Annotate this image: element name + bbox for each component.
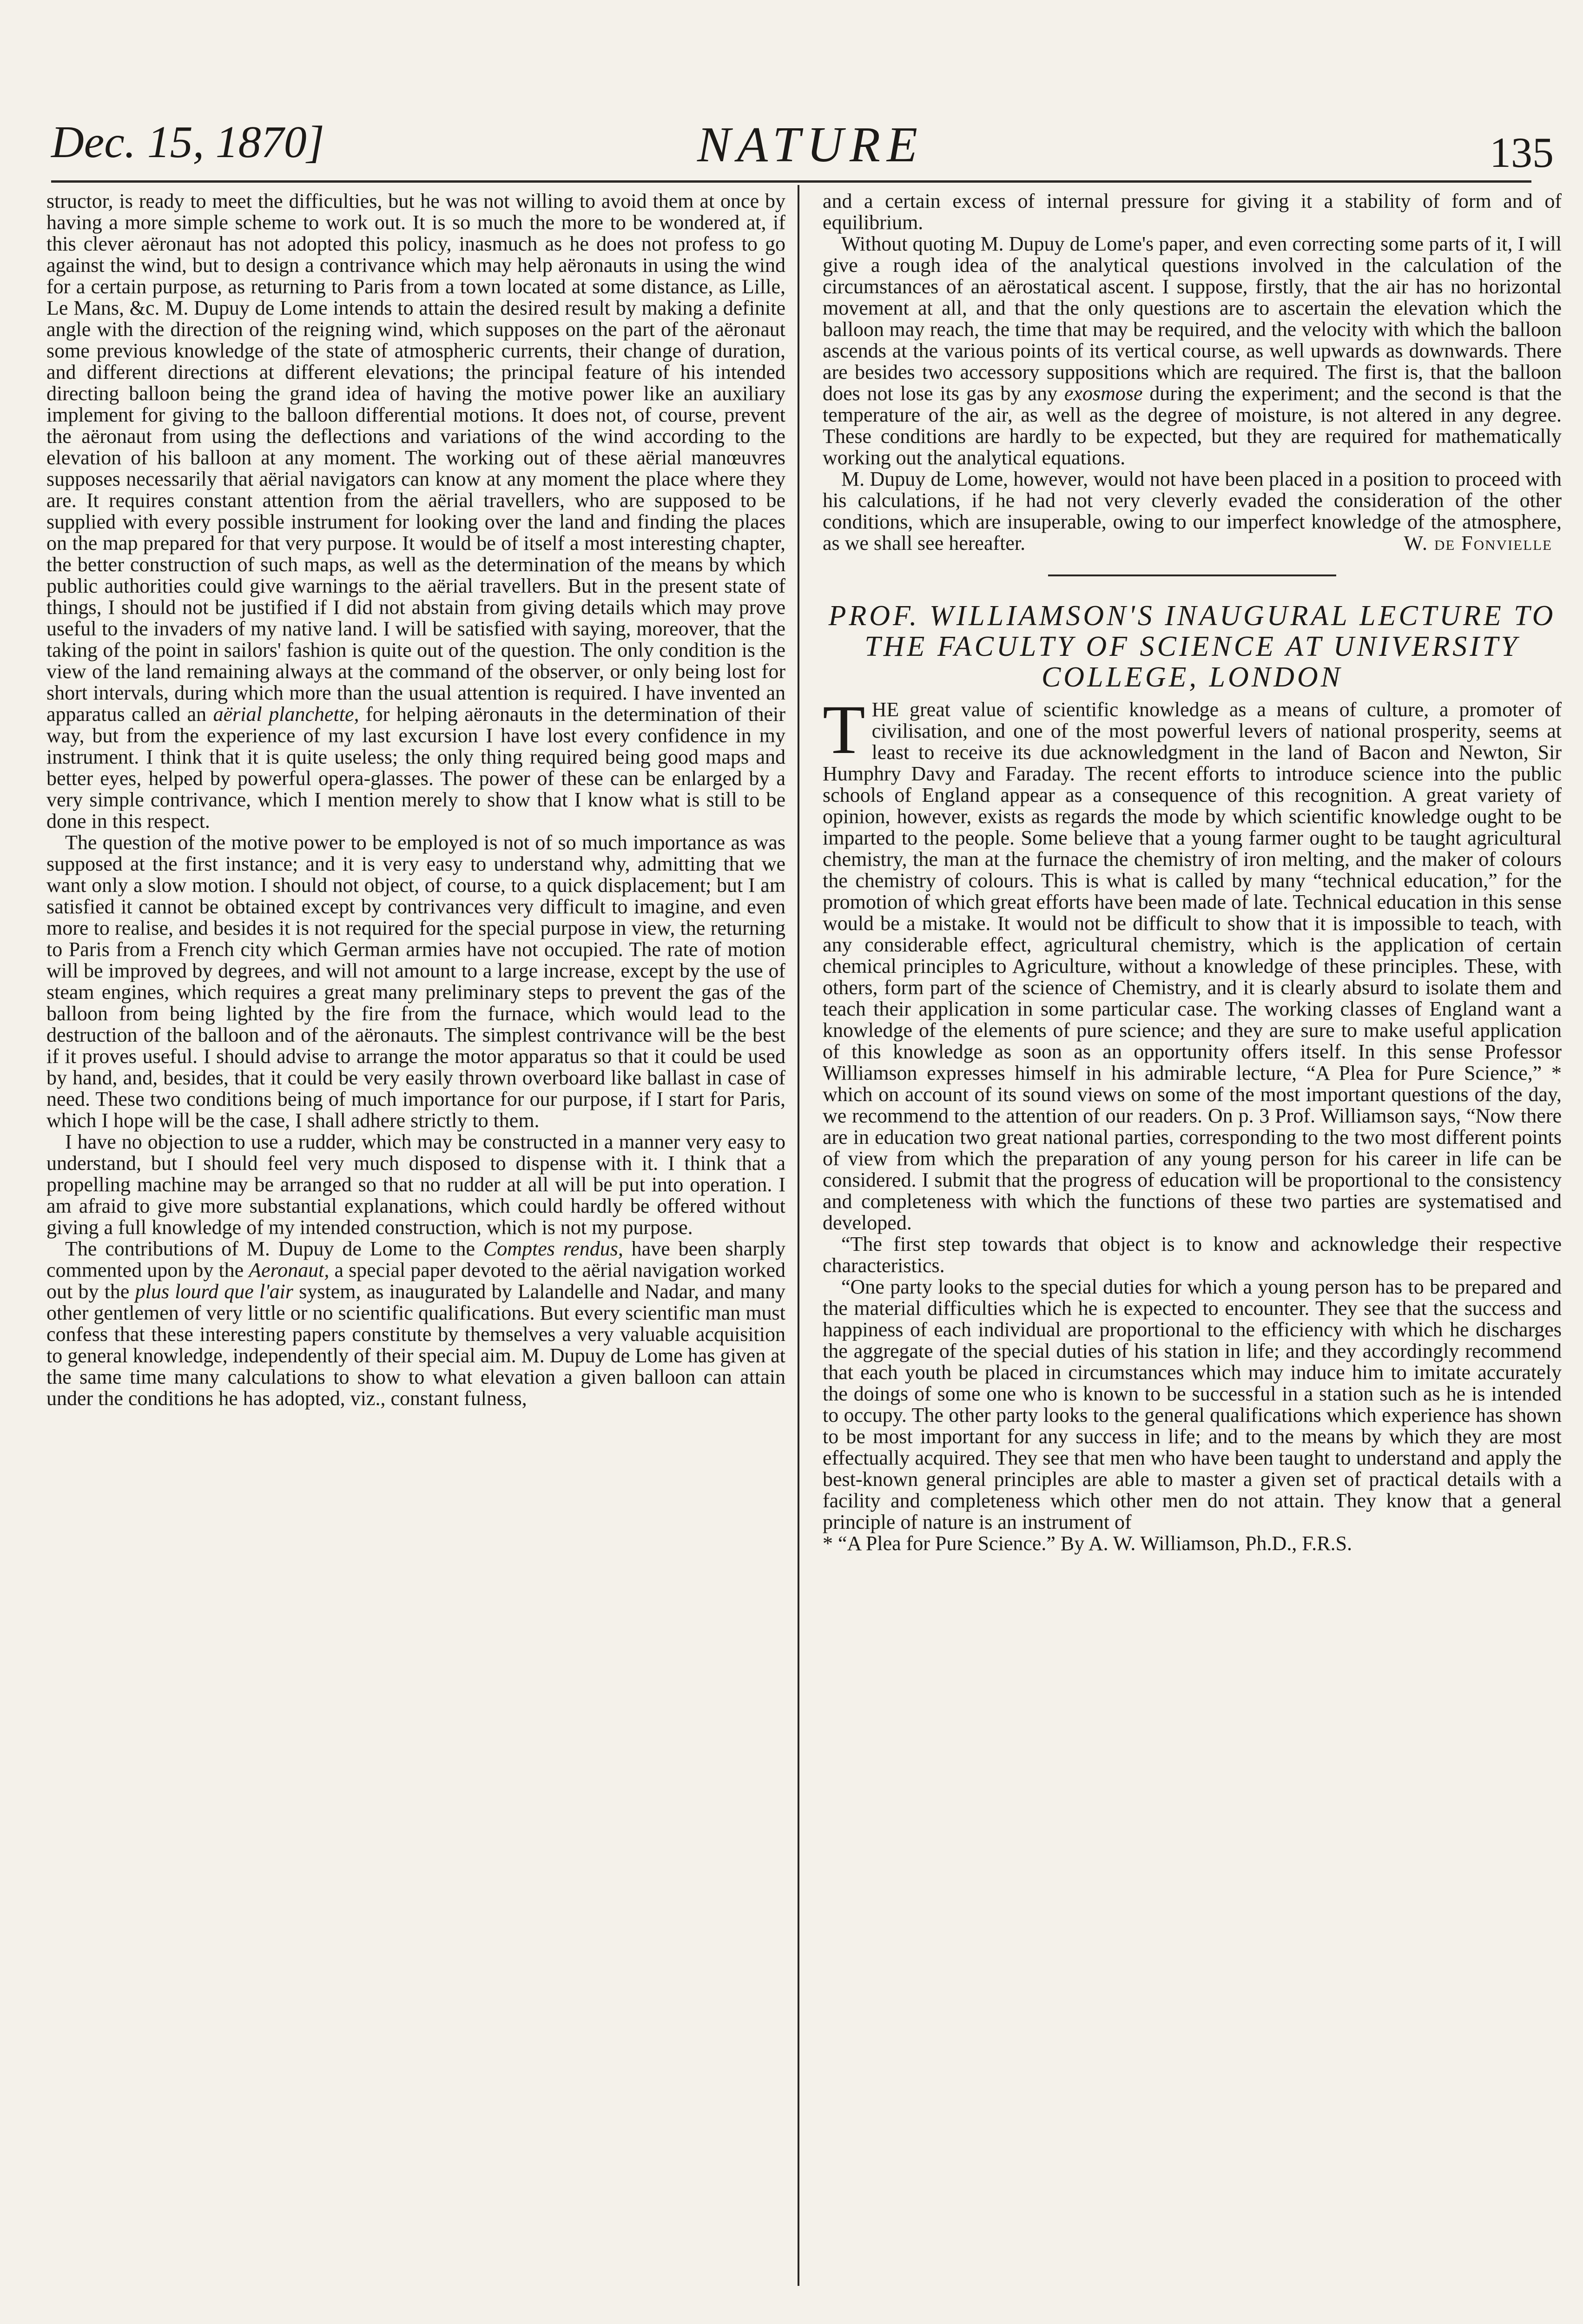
journal-title: NATURE xyxy=(697,117,924,172)
paragraph: The contributions of M. Dupuy de Lome to the Comptes rendus, have been sharply commented upon by the Aeronaut, a special paper devoted to the aërial navigation worked out by the plus lourd que l'air system, as inaugurated by Lalandelle and Nadar, and many other gentlemen of very little or no scientific qualifications. But every scientific man must confess that these interesting papers constitute by themselves a very valuable acquisition to general knowledge, independently of their special aim. M. Dupuy de Lome has given at the same time many calculations to show to what elevation a given balloon can attain under the conditions he has adopted, viz., constant fulness, xyxy=(46,1237,785,1410)
page-number: 135 xyxy=(1490,129,1554,176)
paragraph: and a certain excess of internal pressure for giving it a stability of form and of equilibrium. xyxy=(823,191,1562,234)
paragraph: I have no objection to use a rudder, which may be constructed in a manner very easy to understand, but I should feel very much disposed to dispense with it. I think that a propelling machine may be arranged so that no rudder at all will be put into operation. I am afraid to give more substantial explanations, which could hardly be offered without giving a full knowledge of my intended construction, which is not my purpose. xyxy=(46,1130,785,1239)
article-title: PROF. WILLIAMSON'S INAUGURAL LECTURE TO THE FACULTY OF SCIENCE AT UNIVERSITY COLLEGE, LONDON xyxy=(828,600,1556,693)
paragraph: Without quoting M. Dupuy de Lome's paper, and even correcting some parts of it, I will give a rough idea of the analytical questions involved in the calculation of the circumstances of an aërostatical ascent. I suppose, firstly, that the air has no horizontal movement at all, and that the only questions are to ascertain the elevation which the balloon may reach, the time that may be required, and the velocity with which the balloon ascends at the various points of its vertical course, as well upwards as downwards. There are besides two accessory suppositions which are required. The first is, that the balloon does not lose its gas by any exosmose during the experiment; and the second is that the temperature of the air, as well as the degree of moisture, is not altered in any degree. These conditions are hardly to be expected, but they are required for mathematically working out the analytical equations. xyxy=(823,232,1562,469)
header-rule xyxy=(51,180,1531,183)
left-column xyxy=(46,191,785,2301)
drop-cap: T xyxy=(823,691,865,768)
paragraph: structor, is ready to meet the difficulties, but he was not willing to avoid them at once by having a more simple scheme to work out. It is so much the more to be wondered at, if this clever aëronaut has not adopted this policy, inasmuch as he does not profess to go against the wind, but to design a contrivance which may help aëronauts in using the wind for a certain purpose, as returning to Paris from a town located at some distance, as Lille, Le Mans, &c. M. Dupuy de Lome intends to attain the desired result by making a definite angle with the direction of the reigning wind, which supposes on the part of the aëronaut some previous knowledge of the state of atmospheric currents, their change of duration, and different directions at different elevations; the principal feature of his intended directing balloon being the grand idea of having the motive power like an auxiliary implement for giving to the balloon differential motions. It does not, of course, prevent the aëronaut from using the deflections and variations of the wind according to the elevation of his balloon at any moment. The working out of these aërial manœuvres supposes necessarily that aërial navigators can know at any moment the place where they are. It requires constant attention from the aërial travellers, who are supposed to be supplied with every possible instrument for looking over the land and finding the places on the map prepared for that very purpose. It would be of itself a most interesting chapter, the better construction of such maps, as well as the determination of the means by which public authorities could give warnings to the aërial travellers. But in the present state of things, I should not be justified if I did not abstain from giving details which may prove useful to the invaders of my native land. I will be satisfied with saying, moreover, that the taking of the point in sailors' fashion is quite out of the question. The only condition is the view of the land remaining always at the command of the observer, or only being lost for short intervals, during which more than the usual attention is required. I have invented an apparatus called an aërial planchette, for helping aëronauts in the determination of their way, but from the experience of my last excursion I have lost every confidence in my instrument. I think that it is quite useless; the only thing required being good maps and better eyes, helped by powerful opera-glasses. The power of these can be enlarged by a very simple contrivance, which I mention merely to show that I know what is still to be done in this respect. xyxy=(46,191,785,832)
footnote: * “A Plea for Pure Science.” By A. W. Williamson, Ph.D., F.R.S. xyxy=(823,1532,1352,1555)
author-signature: W. de Fonvielle xyxy=(1404,532,1552,555)
section-rule xyxy=(1048,574,1336,576)
paragraph: M. Dupuy de Lome, however, would not have been placed in a position to proceed with his calculations, if he had not very cleverly evaded the consideration of the other conditions, which are insuperable, owing to our imperfect knowledge of the atmosphere, as we shall see hereafter. W. de Fonvielle xyxy=(823,468,1562,555)
column-divider xyxy=(798,185,799,2286)
issue-date: Dec. 15, 1870] xyxy=(51,117,324,167)
paragraph: “One party looks to the special duties for which a young person has to be prepared and the material difficulties which he is expected to encounter. They see that the success and happiness of each individual are proportional to the efficiency with which he discharges the aggregate of the special duties of his station in life; and they accordingly recommend that each youth be placed in circumstances which may induce him to imitate accurately the doings of some one who is known to be successful in a station such as he is intended to occupy. The other party looks to the general qualifications which experience has shown to be most important for any success in life; and to the means by which they are most effectually acquired. They see that men who have been taught to understand and apply the best-known general principles are able to master a given set of practical details with a facility and completeness which other men do not attain. They know that a general principle of nature is an instrument of xyxy=(823,1275,1562,1533)
paragraph: The question of the motive power to be employed is not of so much importance as was supposed at the first instance; and it is very easy to understand why, admitting that we want only a slow motion. I should not object, of course, to a quick displacement; but I am satisfied it cannot be obtained except by contrivances very difficult to imagine, and even more to realise, and besides it is not required for the special purpose in view, the returning to Paris from a French city which German armies have not occupied. The rate of motion will be improved by degrees, and will not amount to a large increase, except by the use of steam engines, which requires a great many preliminary steps to prevent the gas of the balloon from being lighted by the fire from the furnace, which would lead to the destruction of the balloon and of the aëronauts. The simplest contrivance will be the best if it proves useful. I should advise to arrange the motor apparatus so that it could be used by hand, and, besides, that it could be very easily thrown overboard like ballast in case of need. These two conditions being of much importance for our purpose, if I start for Paris, which I hope will be the case, I shall adhere strictly to them. xyxy=(46,831,785,1132)
paragraph: “The first step towards that object is to know and acknowledge their respective characteristics. xyxy=(823,1233,1562,1277)
right-column xyxy=(823,191,1562,2301)
paragraph: THE great value of scientific knowledge as a means of culture, a promoter of civilisation, and one of the most powerful levers of national prosperity, seems at least to receive its due acknowledgment in the land of Bacon and Newton, Sir Humphry Davy and Faraday. The recent efforts to introduce science into the public schools of England appear as a consequence of this recognition. A great variety of opinion, however, exists as regards the mode by which scientific knowledge ought to be imparted to the people. Some believe that a young farmer ought to be taught agricultural chemistry, the man at the furnace the chemistry of iron melting, and the maker of colours the chemistry of colours. This is what is called by many “technical education,” for the promotion of which great efforts have been made of late. Technical education in this sense would be a mistake. It would not be difficult to show that it is impossible to teach, with any considerable effect, agricultural chemistry, which is the application of certain chemical principles to Agriculture, without a knowledge of these principles. These, with others, form part of the science of Chemistry, and it is clearly absurd to isolate them and teach their application in some particular case. The working classes of England want a knowledge of the elements of pure science; and they are sure to make useful application of this knowledge as soon as an opportunity offers itself. In this sense Professor Williamson expresses himself in his admirable lecture, “A Plea for Pure Science,” * which on account of its sound views on some of the most important questions of the day, we recommend to the attention of our readers. On p. 3 Prof. Williamson says, “Now there are in education two great national parties, corresponding to the two most different points of view from which the preparation of any young person for his career in life can be considered. I submit that the progress of education will be proportional to the consistency and completeness with which the functions of these two parties are systematised and developed. xyxy=(823,691,1562,1234)
